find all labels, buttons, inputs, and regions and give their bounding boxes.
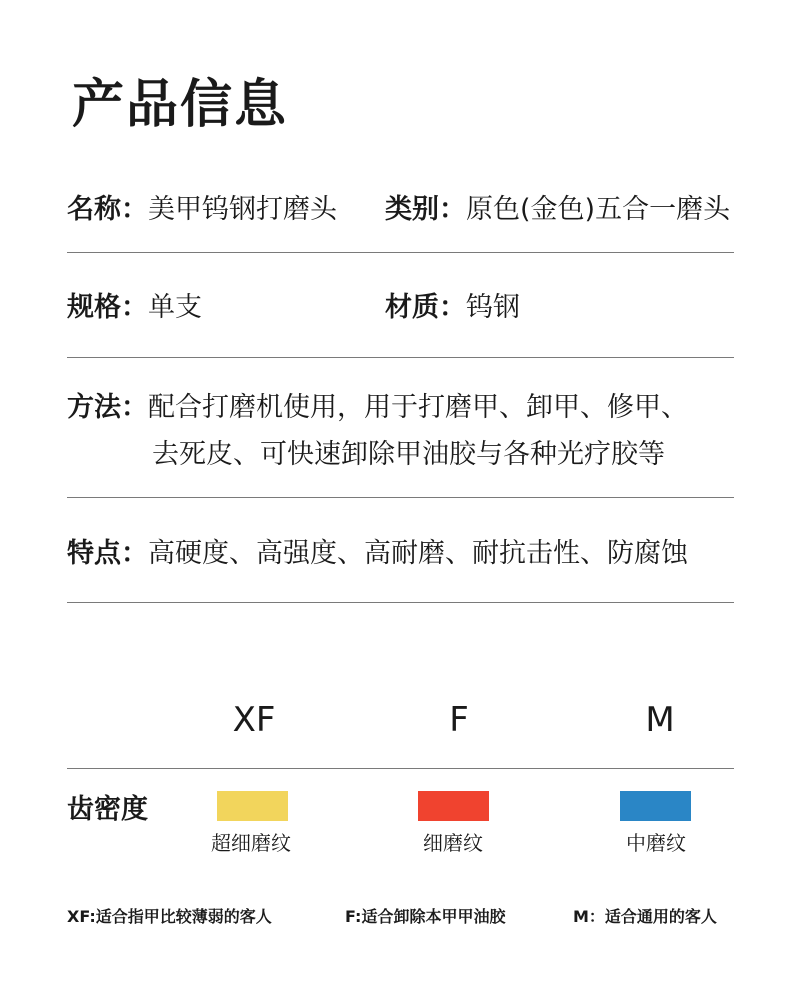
swatch-label-xf: 超细磨纹	[211, 831, 291, 855]
category-row	[385, 188, 730, 232]
method-key: 方法：	[67, 392, 148, 423]
divider	[67, 357, 734, 358]
feature-row	[67, 532, 688, 576]
divider	[67, 602, 734, 603]
grade-head-xf: XF	[232, 700, 276, 740]
material-value: 钨钢	[466, 292, 520, 323]
name-key: 名称：	[67, 194, 148, 225]
category-key: 类别：	[385, 194, 466, 225]
feature-key: 特点：	[67, 538, 148, 569]
divider	[67, 768, 734, 769]
material-row	[385, 286, 520, 330]
divider	[67, 252, 734, 253]
note-m: M：适合通用的客人	[573, 907, 717, 926]
page-title: 产品信息	[72, 75, 289, 135]
divider	[67, 497, 734, 498]
grade-head-f: F	[449, 700, 469, 740]
name-row	[67, 188, 337, 232]
method-value-line1: 配合打磨机使用，用于打磨甲、卸甲、修甲、	[148, 392, 688, 423]
spec-value: 单支	[148, 292, 202, 323]
feature-value: 高硬度、高强度、高耐磨、耐抗击性、防腐蚀	[148, 538, 688, 569]
swatch-label-m: 中磨纹	[626, 831, 686, 855]
density-label: 齿密度	[67, 794, 148, 825]
name-value: 美甲钨钢打磨头	[148, 194, 337, 225]
note-xf: XF:适合指甲比较薄弱的客人	[67, 907, 272, 926]
grade-head-m: M	[645, 700, 675, 740]
spec-key: 规格：	[67, 292, 148, 323]
swatch-f	[418, 791, 489, 821]
spec-row	[67, 286, 202, 330]
swatch-m	[620, 791, 691, 821]
swatch-xf	[217, 791, 288, 821]
swatch-label-f: 细磨纹	[423, 831, 483, 855]
category-value: 原色(金色)五合一磨头	[466, 194, 731, 225]
material-key: 材质：	[385, 292, 466, 323]
method-value-line2: 去死皮、可快速卸除甲油胶与各种光疗胶等	[152, 439, 665, 470]
note-f: F:适合卸除本甲甲油胶	[345, 907, 506, 926]
method-row	[67, 386, 688, 430]
